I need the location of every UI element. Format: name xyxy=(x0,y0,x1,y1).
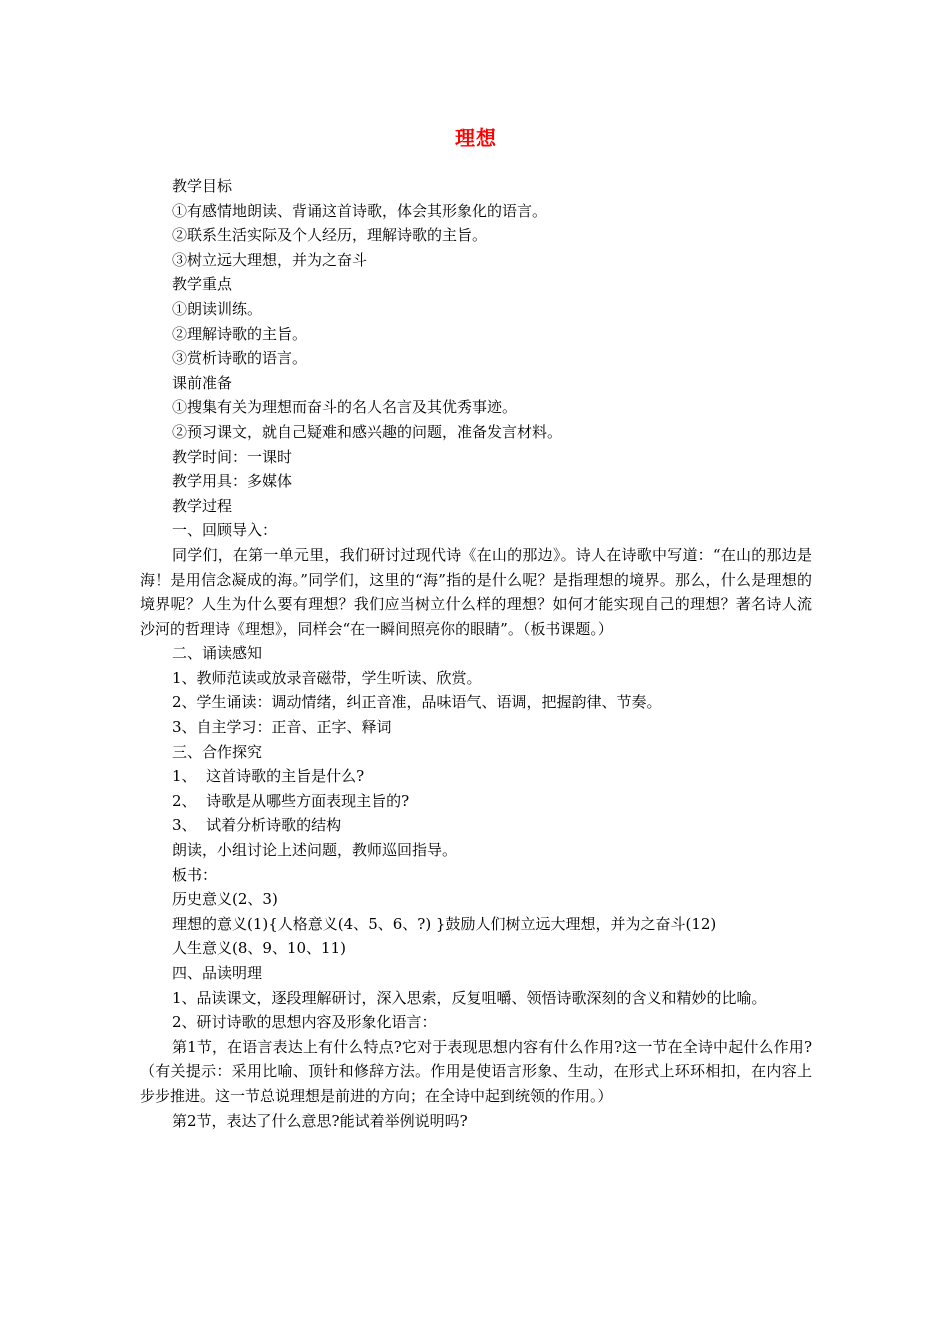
recite-item: 2、学生诵读：调动情绪，纠正音准，品味语气、语调，把握韵律、节奏。 xyxy=(172,693,662,712)
step-heading-explore: 三、合作探究 xyxy=(172,742,263,761)
explore-item: 2、 诗歌是从哪些方面表现主旨的? xyxy=(172,791,410,810)
blackboard-line: 理想的意义(1){人格意义(4、5、6、?) }鼓励人们树立远大理想，并为之奋斗(12) xyxy=(172,914,717,933)
goal-item: ③树立远大理想，并为之奋斗 xyxy=(172,250,368,269)
explore-instruction: 朗读，小组讨论上述问题，教师巡回指导。 xyxy=(172,841,458,860)
section-heading-process: 教学过程 xyxy=(172,496,233,515)
analyze-item: 2、研讨诗歌的思想内容及形象化语言： xyxy=(172,1013,437,1032)
focus-item: ②理解诗歌的主旨。 xyxy=(172,324,308,343)
step-heading-analyze: 四、品读明理 xyxy=(172,964,263,982)
recite-item: 1、教师范读或放录音磁带，学生听读、欣赏。 xyxy=(172,668,482,687)
explore-item: 3、 试着分析诗歌的结构 xyxy=(172,816,342,835)
review-paragraph: 同学们，在第一单元里，我们研讨过现代诗《在山的那边》。诗人在诗歌中写道：“在山的那边是海！是用信念凝成的海。”同学们，这里的“海”指的是什么呢？是指理想的境界。那么，什么是理想的境界呢？人生为什么要有理想？我们应当树立什么样的理想？如何才能实现自己的理想？著名诗人流沙河的哲理诗《理想》，同样会“在一瞬间照亮你的眼睛”。（板书课题。） xyxy=(140,545,812,638)
step-heading-review: 一、回顾导入： xyxy=(172,521,278,540)
step-heading-recite: 二、诵读感知 xyxy=(172,644,263,663)
preparation-item: ②预习课文，就自己疑难和感兴趣的问题，准备发言材料。 xyxy=(172,422,563,441)
goal-item: ①有感情地朗读、背诵这首诗歌，体会其形象化的语言。 xyxy=(172,201,548,220)
analyze-item: 1、品读课文，逐段理解研讨，深入思索，反复咀嚼、领悟诗歌深刻的含义和精妙的比喻。 xyxy=(172,988,767,1007)
teaching-time: 教学时间：一课时 xyxy=(172,447,293,466)
document-body xyxy=(140,174,812,1133)
blackboard-line: 人生意义(8、9、10、11) xyxy=(172,939,346,958)
recite-item: 3、自主学习：正音、正字、释词 xyxy=(172,718,392,737)
focus-item: ①朗读训练。 xyxy=(172,299,263,318)
preparation-item: ①搜集有关为理想而奋斗的名人名言及其优秀事迹。 xyxy=(172,398,518,417)
blackboard-line: 历史意义(2、3) xyxy=(172,890,278,909)
focus-item: ③赏析诗歌的语言。 xyxy=(172,349,308,368)
analyze-paragraph: 第1节，在语言表达上有什么特点?它对于表现思想内容有什么作用?这一节在全诗中起什么作用?（有关提示：采用比喻、顶针和修辞方法。作用是使语言形象、生动，在形式上环环相扣，在内容上步步推进。这一节总说理想是前进的方向；在全诗中起到统领的作用。） xyxy=(140,1037,812,1105)
teaching-tools: 教学用具：多媒体 xyxy=(172,472,293,491)
analyze-paragraph: 第2节，表达了什么意思?能试着举例说明吗? xyxy=(172,1111,468,1130)
document-title: 理想 xyxy=(455,126,497,150)
blackboard-label: 板书： xyxy=(172,865,218,884)
section-heading-focus: 教学重点 xyxy=(172,275,233,294)
section-heading-preparation: 课前准备 xyxy=(172,373,233,392)
goal-item: ②联系生活实际及个人经历，理解诗歌的主旨。 xyxy=(172,226,488,245)
explore-item: 1、 这首诗歌的主旨是什么? xyxy=(172,767,365,786)
section-heading-goals: 教学目标 xyxy=(172,177,233,195)
